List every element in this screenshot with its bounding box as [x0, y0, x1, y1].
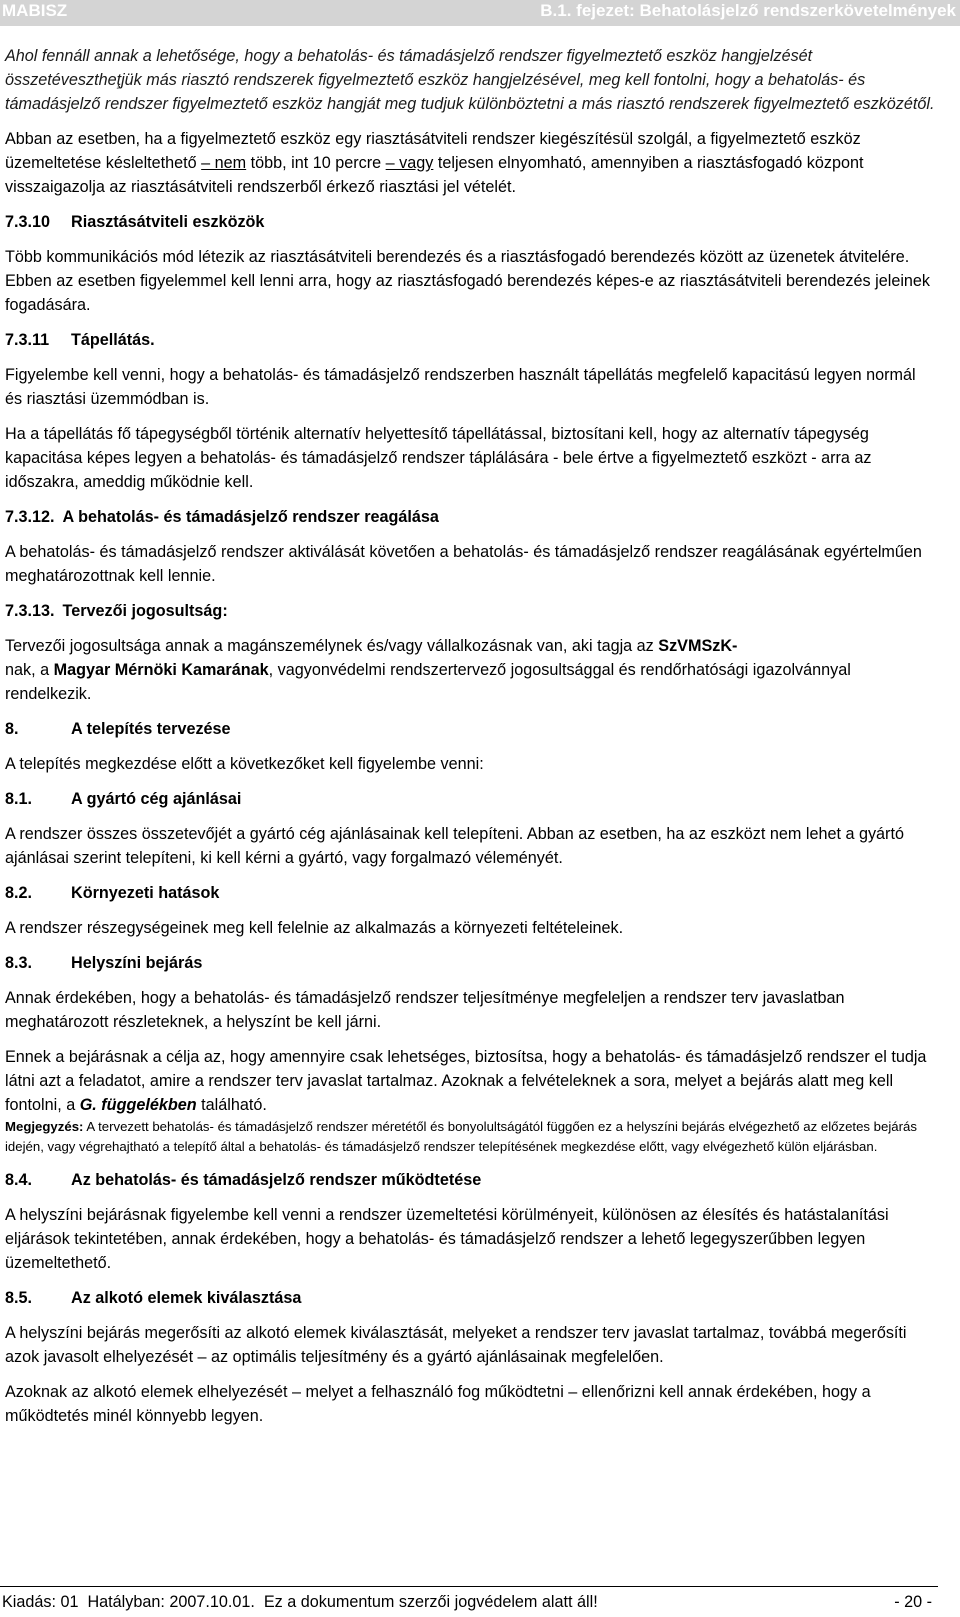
- paragraph: A telepítés megkezdése előtt a következőket kell figyelembe venni:: [5, 755, 484, 773]
- section-number: 8.5.: [5, 1289, 33, 1307]
- note-label: Megjegyzés:: [5, 1119, 84, 1134]
- section-title: Riasztásátviteli eszközök: [71, 213, 265, 231]
- paragraph: Ha a tápellátás fő tápegységből történik alternatív helyettesítő tápellátással, biztosítani kell, hogy az alternatív tápegység kapacitása képes legyen a behatolás- és támadásjelző rendszer táplálására - bele értve a figyelmeztető eszközt - arra az időszakra, ameddig működnie kell.: [5, 425, 872, 491]
- text-run: Abban az esetben, ha a figyelmeztető eszköz egy riasztásátviteli rendszer kiegészítésül szolgál, a figyelmeztető eszköz üzemeltetése késleltethető: [5, 130, 861, 172]
- section-title: A gyártó cég ajánlásai: [71, 790, 242, 808]
- section-number: 8.3.: [5, 954, 33, 972]
- section-heading-7-3-13: [5, 599, 935, 623]
- section-title: Az behatolás- és támadásjelző rendszer működtetése: [71, 1171, 482, 1189]
- paragraph: A rendszer összes összetevőjét a gyártó cég ajánlásainak kell telepíteni. Abban az esetben, ha az eszközt nem lehet a gyártó ajánlásai szerint telepíteni, ki kell kérni a gyártó, vagy forgalmazó véleményét.: [5, 825, 904, 867]
- paragraph: Annak érdekében, hogy a behatolás- és támadásjelző rendszer teljesítménye megfeleljen a rendszer terv javaslatban meghatározott részleteknek, a helyszínt be kell járni.: [5, 989, 845, 1031]
- header-chapter-title: B.1. fejezet: Behatolásjelző rendszerkövetelmények: [540, 1, 956, 20]
- text-run: több, int 10 percre: [246, 154, 386, 172]
- section-title: Környezeti hatások: [71, 884, 220, 902]
- section-number: 8.1.: [5, 790, 33, 808]
- page-header: [0, 0, 960, 26]
- text-run: , vagyonvédelmi rendszertervező jogosultsággal és rendőrhatósági igazolvánnyal rendelkezik.: [5, 661, 851, 703]
- paragraph: Ahol fennáll annak a lehetősége, hogy a behatolás- és támadásjelző rendszer figyelmeztető eszköz hangjelzését összetévesztheţjük más riasztó rendszerek figyelmeztető eszköz hangjelzésével, meg kell fontolni, hogy a behatolás- és támadásjelző rendszer figyelmeztető eszköz hangját meg tudjuk különböztetni a más riasztó rendszerek figyelmeztető eszközétől.: [5, 47, 935, 113]
- section-number: 7.3.13.: [5, 602, 55, 620]
- section-heading-7-3-11: [5, 328, 935, 352]
- header-publisher: MABISZ: [2, 1, 68, 20]
- paragraph: [5, 634, 935, 706]
- section-title: Helyszíni bejárás: [71, 954, 203, 972]
- text-run: Tervezői jogosultsága annak a magánszemélynek és/vagy vállalkozásnak van, aki tagja az: [5, 637, 659, 655]
- paragraph: Figyelembe kell venni, hogy a behatolás- és támadásjelző rendszerben használt tápellátás megfelelő kapacitású legyen normál és riasztási üzemmódban is.: [5, 366, 916, 408]
- appendix-reference: G. függelékben: [79, 1096, 197, 1114]
- page-number: - 20 -: [894, 1593, 932, 1611]
- section-title: Az alkotó elemek kiválasztása: [71, 1289, 302, 1307]
- section-number: 7.3.11: [5, 331, 50, 349]
- section-number: 7.3.12.: [5, 508, 55, 526]
- bold-text: Magyar Mérnöki Kamarának: [53, 661, 269, 679]
- text-run: Ennek a bejárásnak a célja az, hogy amennyire csak lehetséges, biztosítsa, hogy a behatolás- és támadásjelző rendszer el tudja látni azt a feladatot, amire a rendszer terv javaslat tartalmaz. Azoknak a felvételeknek a sora, melyet a bejárás alatt meg kell fontolni, a: [5, 1048, 927, 1114]
- note-text: A tervezett behatolás- és támadásjelző rendszer méretétől és bonyolultságától függően ez a helyszíni bejárás elvégezhető az előzetes bejárás idején, vagy végrehajtható a telepítő által a behatolás- és támadásjelző rendszer telepítésének megkezdése előtt, vagy elvégezhető külön eljárásban.: [5, 1119, 917, 1154]
- section-heading-8-2: [5, 881, 935, 905]
- paragraph: [5, 1045, 935, 1117]
- page-footer: [0, 1586, 938, 1617]
- paragraph: A behatolás- és támadásjelző rendszer aktiválását követően a behatolás- és támadásjelző rendszer reagálásának egyértelműen meghatározottnak kell lennie.: [5, 543, 922, 585]
- text-run: teljesen elnyomható, amennyiben a riasztásfogadó központ visszaigazolja az riasztásátviteli rendszerből érkező riasztási jel vételét.: [5, 154, 864, 196]
- paragraph: Több kommunikációs mód létezik az riasztásátviteli berendezés és a riasztásfogadó berendezés között az üzenetek átvitelére. Ebben az esetben figyelemmel kell lenni arra, hogy az riasztásfogadó berendezés képes-e az riasztásátviteli berendezés jeleinek fogadására.: [5, 248, 931, 314]
- section-heading-8-5: [5, 1286, 935, 1310]
- section-title: A telepítés tervezése: [71, 720, 231, 738]
- section-title: Tápellátás.: [71, 331, 155, 349]
- footer-edition-info: Kiadás: 01 Hatályban: 2007.10.01. Ez a dokumentum szerzői jogvédelem alatt áll!: [2, 1593, 598, 1611]
- section-number: 8.2.: [5, 884, 33, 902]
- paragraph: A helyszíni bejárásnak figyelembe kell venni a rendszer üzemeltetési körülményeit, különösen az élesítés és hatástalanítási eljárások tekintetében, annak érdekében, hogy a behatolás- és támadásjelző rendszer a lehető legegyszerűbben legyen üzemeltethető.: [5, 1206, 889, 1272]
- paragraph: A helyszíni bejárás megerősíti az alkotó elemek kiválasztását, melyeket a rendszer terv javaslat tartalmaz, továbbá megerősíti azok javasolt elhelyezését – az optimális teljesítmény és a gyártó ajánlásainak megfelelően.: [5, 1324, 907, 1366]
- note: [5, 1117, 935, 1157]
- bold-text: SzVMSzK-: [658, 637, 738, 655]
- text-run: található.: [196, 1096, 267, 1114]
- section-title: Tervezői jogosultság:: [62, 602, 228, 620]
- section-number: 8.4.: [5, 1171, 33, 1189]
- paragraph: Azoknak az alkotó elemek elhelyezését – melyet a felhasználó fog működtetni – ellenőrizni kell annak érdekében, hogy a működtetés minél könnyebb legyen.: [5, 1383, 871, 1425]
- section-heading-7-3-10: [5, 210, 935, 234]
- document-body: [5, 44, 935, 1439]
- footer-divider: [0, 1586, 938, 1587]
- paragraph: [5, 127, 935, 199]
- section-heading-7-3-12: [5, 505, 935, 529]
- paragraph: A rendszer részegységeinek meg kell felelnie az alkalmazás a környezeti feltételeinek.: [5, 919, 624, 937]
- text-run: nak, a: [5, 661, 54, 679]
- section-number: 8.: [5, 720, 19, 738]
- section-title: A behatolás- és támadásjelző rendszer reagálása: [62, 508, 439, 526]
- section-heading-8-4: [5, 1168, 935, 1192]
- section-heading-8: [5, 717, 935, 741]
- section-number: 7.3.10: [5, 213, 51, 231]
- section-heading-8-1: [5, 787, 935, 811]
- section-heading-8-3: [5, 951, 935, 975]
- underlined-text: – nem: [201, 154, 247, 172]
- underlined-text: – vagy: [385, 154, 434, 172]
